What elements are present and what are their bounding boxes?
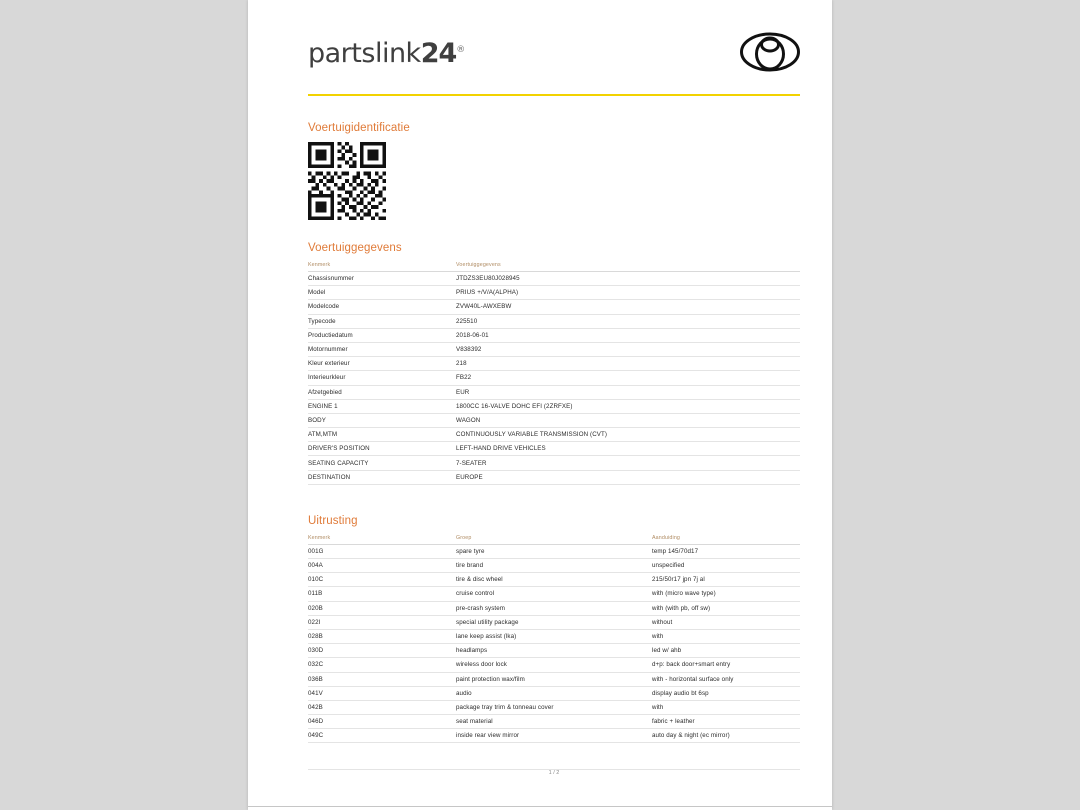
cell-kenmerk: 041V xyxy=(308,686,456,700)
table-row xyxy=(308,672,800,686)
cell-groep: inside rear view mirror xyxy=(456,729,652,743)
cell-aanduiding: led w/ ahb xyxy=(652,644,800,658)
cell-waarde: CONTINUOUSLY VARIABLE TRANSMISSION (CVT) xyxy=(456,428,800,442)
cell-kenmerk: 046D xyxy=(308,715,456,729)
table-row xyxy=(308,470,800,484)
cell-waarde: PRIUS +/V/A(ALPHA) xyxy=(456,286,800,300)
document-header xyxy=(308,30,800,92)
table-row xyxy=(308,357,800,371)
cell-waarde: ZVW40L-AWXEBW xyxy=(456,300,800,314)
cell-kenmerk: Productiedatum xyxy=(308,328,456,342)
cell-groep: paint protection wax/film xyxy=(456,672,652,686)
cell-aanduiding: auto day & night (ec mirror) xyxy=(652,729,800,743)
cell-waarde: 2018-06-01 xyxy=(456,328,800,342)
page-content xyxy=(308,30,800,776)
table-row xyxy=(308,615,800,629)
table-row xyxy=(308,442,800,456)
cell-kenmerk: 020B xyxy=(308,601,456,615)
registered-trademark-icon: ® xyxy=(456,45,465,55)
table-row xyxy=(308,314,800,328)
cell-aanduiding: with xyxy=(652,700,800,714)
cell-groep: spare tyre xyxy=(456,544,652,558)
qr-code-icon xyxy=(308,142,386,220)
cell-kenmerk: ENGINE 1 xyxy=(308,399,456,413)
table-row xyxy=(308,729,800,743)
cell-kenmerk: 049C xyxy=(308,729,456,743)
cell-groep: special utility package xyxy=(456,615,652,629)
cell-aanduiding: without xyxy=(652,615,800,629)
cell-kenmerk: DRIVER'S POSITION xyxy=(308,442,456,456)
cell-kenmerk: Interieurkleur xyxy=(308,371,456,385)
column-header-aanduiding: Aanduiding xyxy=(652,535,800,545)
table-row xyxy=(308,686,800,700)
table-row xyxy=(308,544,800,558)
header-divider xyxy=(308,94,800,96)
section-equipment xyxy=(308,515,800,744)
cell-kenmerk: Kleur exterieur xyxy=(308,357,456,371)
cell-groep: seat material xyxy=(456,715,652,729)
column-header-groep: Groep xyxy=(456,535,652,545)
cell-aanduiding: d+p: back door+smart entry xyxy=(652,658,800,672)
cell-waarde: WAGON xyxy=(456,413,800,427)
cell-groep: package tray trim & tonneau cover xyxy=(456,700,652,714)
cell-groep: tire brand xyxy=(456,559,652,573)
cell-kenmerk: Afzetgebied xyxy=(308,385,456,399)
toyota-logo-icon xyxy=(740,32,800,72)
table-row xyxy=(308,272,800,286)
cell-waarde: EUROPE xyxy=(456,470,800,484)
column-header-kenmerk: Kenmerk xyxy=(308,535,456,545)
cell-groep: audio xyxy=(456,686,652,700)
vehicle-data-body xyxy=(308,272,800,485)
cell-kenmerk: 030D xyxy=(308,644,456,658)
table-row xyxy=(308,342,800,356)
cell-aanduiding: with (with pb, off sw) xyxy=(652,601,800,615)
column-header-voertuiggegevens: Voertuiggegevens xyxy=(456,262,800,272)
cell-waarde: FB22 xyxy=(456,371,800,385)
cell-kenmerk: ATM,MTM xyxy=(308,428,456,442)
cell-kenmerk: 010C xyxy=(308,573,456,587)
cell-groep: tire & disc wheel xyxy=(456,573,652,587)
vehicle-data-table xyxy=(308,262,800,485)
cell-kenmerk: BODY xyxy=(308,413,456,427)
cell-aanduiding: with xyxy=(652,629,800,643)
table-header-row xyxy=(308,535,800,545)
cell-aanduiding: unspecified xyxy=(652,559,800,573)
table-row xyxy=(308,399,800,413)
cell-groep: lane keep assist (lka) xyxy=(456,629,652,643)
cell-waarde: 1800CC 16-VALVE DOHC EFI (2ZRFXE) xyxy=(456,399,800,413)
section-title-vehicle-data: Voertuiggegevens xyxy=(308,242,402,254)
cell-kenmerk: 022I xyxy=(308,615,456,629)
table-row xyxy=(308,700,800,714)
table-row xyxy=(308,456,800,470)
cell-kenmerk: 028B xyxy=(308,629,456,643)
cell-kenmerk: 032C xyxy=(308,658,456,672)
cell-kenmerk: DESTINATION xyxy=(308,470,456,484)
logo-text-artslink: artslink xyxy=(324,38,421,69)
table-row xyxy=(308,559,800,573)
table-row xyxy=(308,413,800,427)
logo-text-p: p xyxy=(308,38,325,69)
table-row xyxy=(308,286,800,300)
table-row xyxy=(308,601,800,615)
cell-waarde: V838392 xyxy=(456,342,800,356)
cell-waarde: 218 xyxy=(456,357,800,371)
cell-groep: headlamps xyxy=(456,644,652,658)
cell-aanduiding: temp 145/70d17 xyxy=(652,544,800,558)
cell-kenmerk: Chassisnummer xyxy=(308,272,456,286)
cell-waarde: LEFT-HAND DRIVE VEHICLES xyxy=(456,442,800,456)
table-header-row xyxy=(308,262,800,272)
cell-kenmerk: SEATING CAPACITY xyxy=(308,456,456,470)
equipment-table xyxy=(308,535,800,744)
cell-groep: pre-crash system xyxy=(456,601,652,615)
cell-kenmerk: 011B xyxy=(308,587,456,601)
section-vehicle-data xyxy=(308,242,800,485)
cell-aanduiding: with (micro wave type) xyxy=(652,587,800,601)
cell-groep: wireless door lock xyxy=(456,658,652,672)
cell-waarde: JTDZS3EU80J028945 xyxy=(456,272,800,286)
document-page xyxy=(248,0,832,810)
partslink24-logo xyxy=(308,38,465,69)
cell-kenmerk: 036B xyxy=(308,672,456,686)
cell-kenmerk: Modelcode xyxy=(308,300,456,314)
cell-aanduiding: fabric + leather xyxy=(652,715,800,729)
page-indicator: 1 / 2 xyxy=(543,770,566,776)
page-footer xyxy=(308,769,800,776)
table-row xyxy=(308,573,800,587)
table-row xyxy=(308,428,800,442)
cell-kenmerk: 004A xyxy=(308,559,456,573)
table-row xyxy=(308,300,800,314)
table-row xyxy=(308,328,800,342)
equipment-body xyxy=(308,544,800,743)
cell-kenmerk: Typecode xyxy=(308,314,456,328)
cell-kenmerk: Motornummer xyxy=(308,342,456,356)
table-row xyxy=(308,715,800,729)
cell-waarde: EUR xyxy=(456,385,800,399)
table-row xyxy=(308,371,800,385)
table-row xyxy=(308,385,800,399)
cell-aanduiding: with - horizontal surface only xyxy=(652,672,800,686)
page-bottom-edge xyxy=(248,806,832,807)
cell-kenmerk: Model xyxy=(308,286,456,300)
table-row xyxy=(308,644,800,658)
cell-waarde: 7-SEATER xyxy=(456,456,800,470)
section-title-equipment: Uitrusting xyxy=(308,514,358,527)
section-vehicle-identification xyxy=(308,122,800,220)
section-title-vehicle-identification: Voertuigidentificatie xyxy=(308,122,410,134)
table-row xyxy=(308,587,800,601)
cell-aanduiding: display audio bt 6sp xyxy=(652,686,800,700)
logo-text-24: 24 xyxy=(420,38,457,69)
cell-groep: cruise control xyxy=(456,587,652,601)
cell-waarde: 225510 xyxy=(456,314,800,328)
cell-aanduiding: 215/50r17 jpn 7j al xyxy=(652,573,800,587)
cell-kenmerk: 042B xyxy=(308,700,456,714)
cell-kenmerk: 001G xyxy=(308,544,456,558)
table-row xyxy=(308,629,800,643)
table-row xyxy=(308,658,800,672)
column-header-kenmerk: Kenmerk xyxy=(308,262,456,272)
